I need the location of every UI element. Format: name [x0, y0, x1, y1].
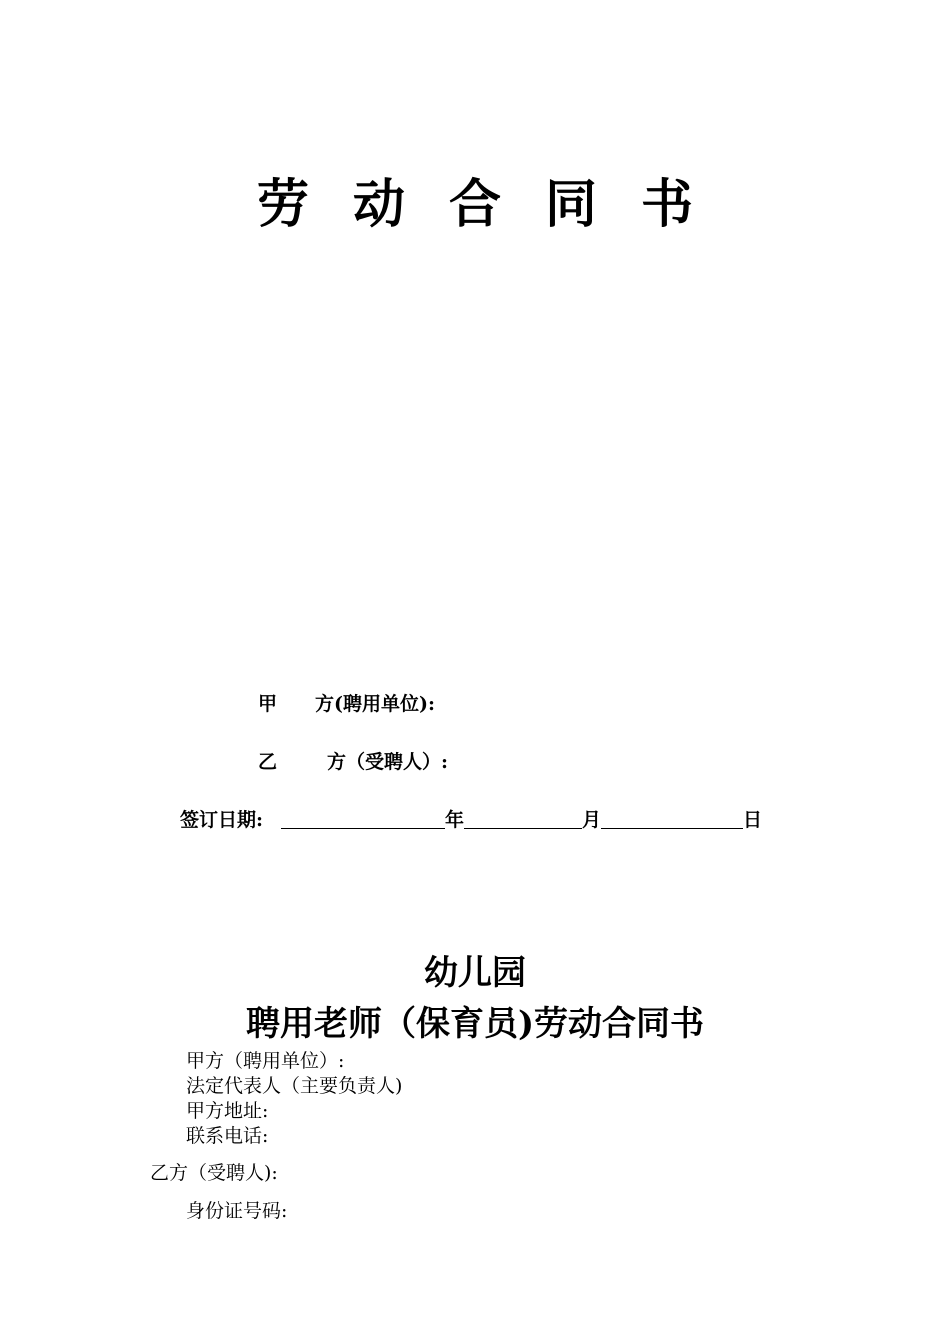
year-blank[interactable] [281, 808, 445, 829]
field-party-b: 乙方（受聘人): [150, 1162, 278, 1184]
party-b-line [258, 750, 448, 774]
field-id-number: 身份证号码: [186, 1200, 288, 1222]
party-a-line [258, 692, 435, 716]
field-party-a: 甲方（聘用单位）: [186, 1050, 345, 1072]
field-address: 甲方地址: [186, 1100, 269, 1122]
day-label: 日 [743, 809, 763, 831]
kindergarten-title: 幼儿园 [424, 953, 526, 993]
field-phone: 联系电话: [186, 1125, 269, 1147]
cover-title: 劳动合同书 [256, 174, 737, 235]
day-blank[interactable] [601, 808, 743, 829]
party-a-rest: 方(聘用单位): [315, 693, 436, 715]
month-blank[interactable] [464, 808, 582, 829]
year-label: 年 [445, 809, 465, 831]
sign-date-label: 签订日期: [180, 809, 264, 831]
contract-title: 聘用老师（保育员)劳动合同书 [245, 1004, 705, 1044]
party-a-label: 甲 [258, 693, 278, 715]
month-label: 月 [582, 809, 602, 831]
sign-date-row [180, 808, 762, 832]
party-b-label: 乙 [258, 751, 278, 773]
party-b-rest: 方（受聘人）: [327, 751, 449, 773]
field-legal-rep: 法定代表人（主要负责人) [186, 1075, 403, 1097]
